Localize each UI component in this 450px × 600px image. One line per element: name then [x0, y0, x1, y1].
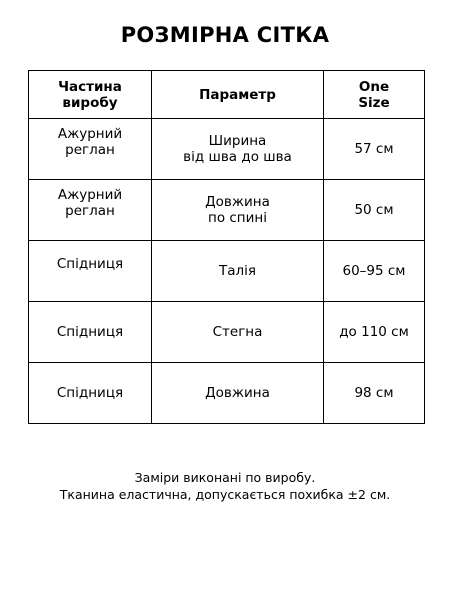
table-row — [29, 363, 425, 424]
page-title: РОЗМІРНА СІТКА — [120, 23, 330, 47]
table-row — [29, 302, 425, 363]
header-parameter-label: Параметр — [199, 86, 276, 103]
cell-value-text: 57 см — [354, 141, 394, 157]
cell-part-line: Спідниця — [56, 256, 124, 272]
size-chart-table — [28, 70, 425, 424]
cell-part-line: Спідниця — [56, 324, 124, 340]
table-row — [29, 180, 425, 241]
cell-part — [29, 241, 152, 302]
cell-part — [29, 180, 152, 241]
measurement-notes — [0, 469, 450, 503]
header-size-line: One — [358, 78, 390, 95]
cell-part-line: реглан — [65, 142, 115, 158]
note-line: Тканина еластична, допускається похибка ±2 см. — [59, 487, 391, 502]
header-size-line: Size — [358, 94, 390, 111]
table-row — [29, 119, 425, 180]
cell-value-text: до 110 см — [339, 324, 409, 340]
cell-value-text: 98 см — [354, 385, 394, 401]
cell-value — [324, 302, 425, 363]
cell-parameter-line: Талія — [218, 263, 257, 279]
cell-part — [29, 363, 152, 424]
cell-parameter — [152, 241, 324, 302]
header-size — [324, 71, 425, 119]
cell-parameter — [152, 119, 324, 180]
table-row — [29, 241, 425, 302]
cell-value — [324, 241, 425, 302]
header-parameter — [152, 71, 324, 119]
cell-parameter-line: Довжина — [205, 194, 270, 210]
cell-part-line: реглан — [65, 203, 115, 219]
cell-parameter-line: Довжина — [205, 385, 270, 401]
cell-value-text: 60–95 см — [342, 263, 406, 279]
cell-value — [324, 180, 425, 241]
header-part-line: Частина — [58, 78, 122, 95]
header-part — [29, 71, 152, 119]
cell-parameter-line: Стегна — [212, 324, 263, 340]
cell-value-text: 50 см — [354, 202, 394, 218]
cell-parameter — [152, 363, 324, 424]
cell-parameter — [152, 302, 324, 363]
cell-part — [29, 119, 152, 180]
cell-parameter-line: від шва до шва — [183, 149, 292, 165]
cell-part-line: Ажурний — [57, 126, 123, 142]
cell-value — [324, 363, 425, 424]
cell-parameter — [152, 180, 324, 241]
cell-part-line: Ажурний — [57, 187, 123, 203]
table-header-row — [29, 71, 425, 119]
cell-parameter-line: по спині — [208, 210, 267, 226]
cell-part-line: Спідниця — [56, 385, 124, 401]
cell-value — [324, 119, 425, 180]
cell-part — [29, 302, 152, 363]
header-part-line: виробу — [62, 94, 118, 111]
note-line: Заміри виконані по виробу. — [134, 470, 316, 485]
cell-parameter-line: Ширина — [208, 133, 267, 149]
